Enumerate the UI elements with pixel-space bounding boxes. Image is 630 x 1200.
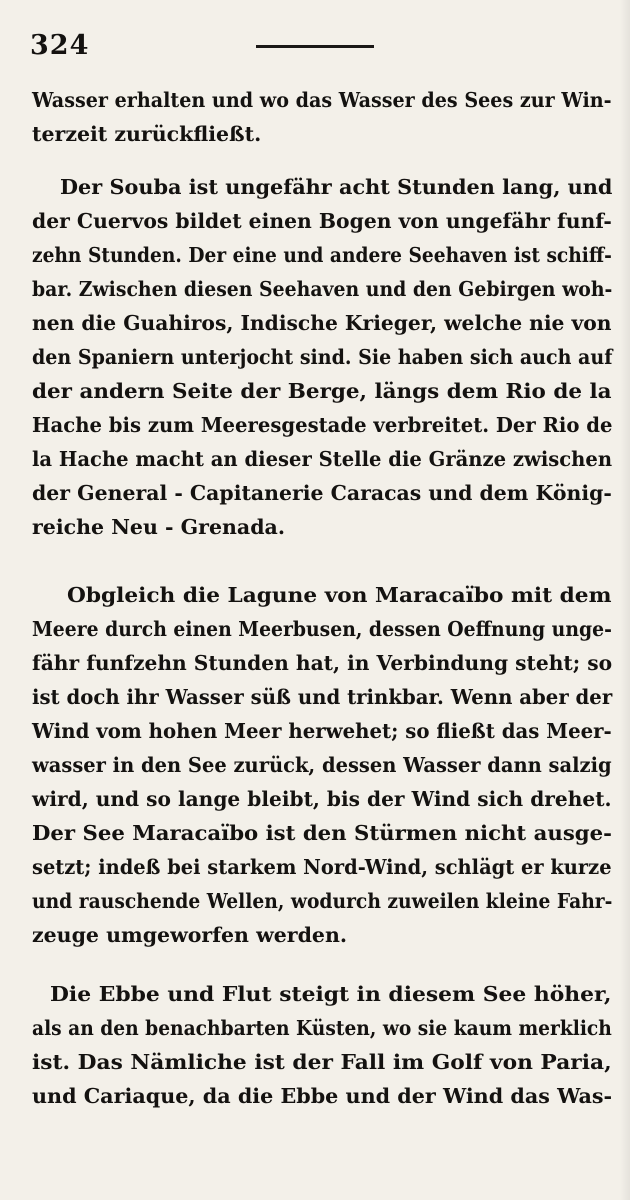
- text-line: nen die Guahiros, Indische Krieger, welche nie von: [32, 311, 612, 335]
- page-number: 324: [30, 30, 90, 61]
- text-line: und Cariaque, da die Ebbe und der Wind das Was-: [32, 1084, 613, 1108]
- text-line: der General - Capitanerie Caracas und dem König-: [32, 481, 612, 505]
- text-line: ist doch ihr Wasser süß und trinkbar. Wenn aber der: [32, 685, 613, 709]
- text-line: Obgleich die Lagune von Maracaïbo mit dem: [67, 583, 612, 607]
- text-line: Meere durch einen Meerbusen, dessen Oeffnung unge-: [32, 617, 612, 641]
- text-line: reiche Neu - Grenada.: [32, 515, 285, 539]
- text-line: Die Ebbe und Flut steigt in diesem See höher,: [50, 982, 612, 1006]
- text-line: als an den benachbarten Küsten, wo sie kaum merklich: [32, 1016, 612, 1040]
- text-line: der andern Seite der Berge, längs dem Rio de la: [32, 379, 612, 403]
- text-line: Der Souba ist ungefähr acht Stunden lang, und: [60, 175, 613, 199]
- text-line: wasser in den See zurück, dessen Wasser dann salzig: [32, 753, 612, 777]
- text-line: fähr funfzehn Stunden hat, in Verbindung steht; so: [32, 651, 613, 675]
- text-line: Wind vom hohen Meer herwehet; so fließt das Meer-: [32, 719, 612, 743]
- text-line: den Spaniern unterjocht sind. Sie haben sich auch auf: [32, 345, 613, 369]
- text-line: zehn Stunden. Der eine und andere Seehaven ist schiff-: [32, 243, 612, 267]
- text-line: terzeit zurückfließt.: [32, 122, 262, 146]
- text-line: setzt; indeß bei starkem Nord-Wind, schlägt er kurze: [32, 855, 612, 879]
- text-line: ist. Das Nämliche ist der Fall im Golf von Paria,: [32, 1050, 612, 1074]
- text-line: wird, und so lange bleibt, bis der Wind sich drehet.: [32, 787, 612, 811]
- text-line: Hache bis zum Meeresgestade verbreitet. Der Rio de: [32, 413, 613, 437]
- text-line: zeuge umgeworfen werden.: [32, 923, 348, 947]
- text-line: und rauschende Wellen, wodurch zuweilen kleine Fahr-: [32, 889, 613, 913]
- text-line: bar. Zwischen diesen Seehaven und den Gebirgen woh-: [32, 277, 613, 301]
- text-line: Wasser erhalten und wo das Wasser des Sees zur Win-: [32, 88, 612, 112]
- text-line: Der See Maracaïbo ist den Stürmen nicht ausge-: [32, 821, 612, 845]
- header-rule: [256, 45, 374, 48]
- text-line: la Hache macht an dieser Stelle die Gränze zwischen: [32, 447, 613, 471]
- page-edge-shadow: [620, 0, 630, 1200]
- text-line: der Cuervos bildet einen Bogen von ungefähr funf-: [32, 209, 612, 233]
